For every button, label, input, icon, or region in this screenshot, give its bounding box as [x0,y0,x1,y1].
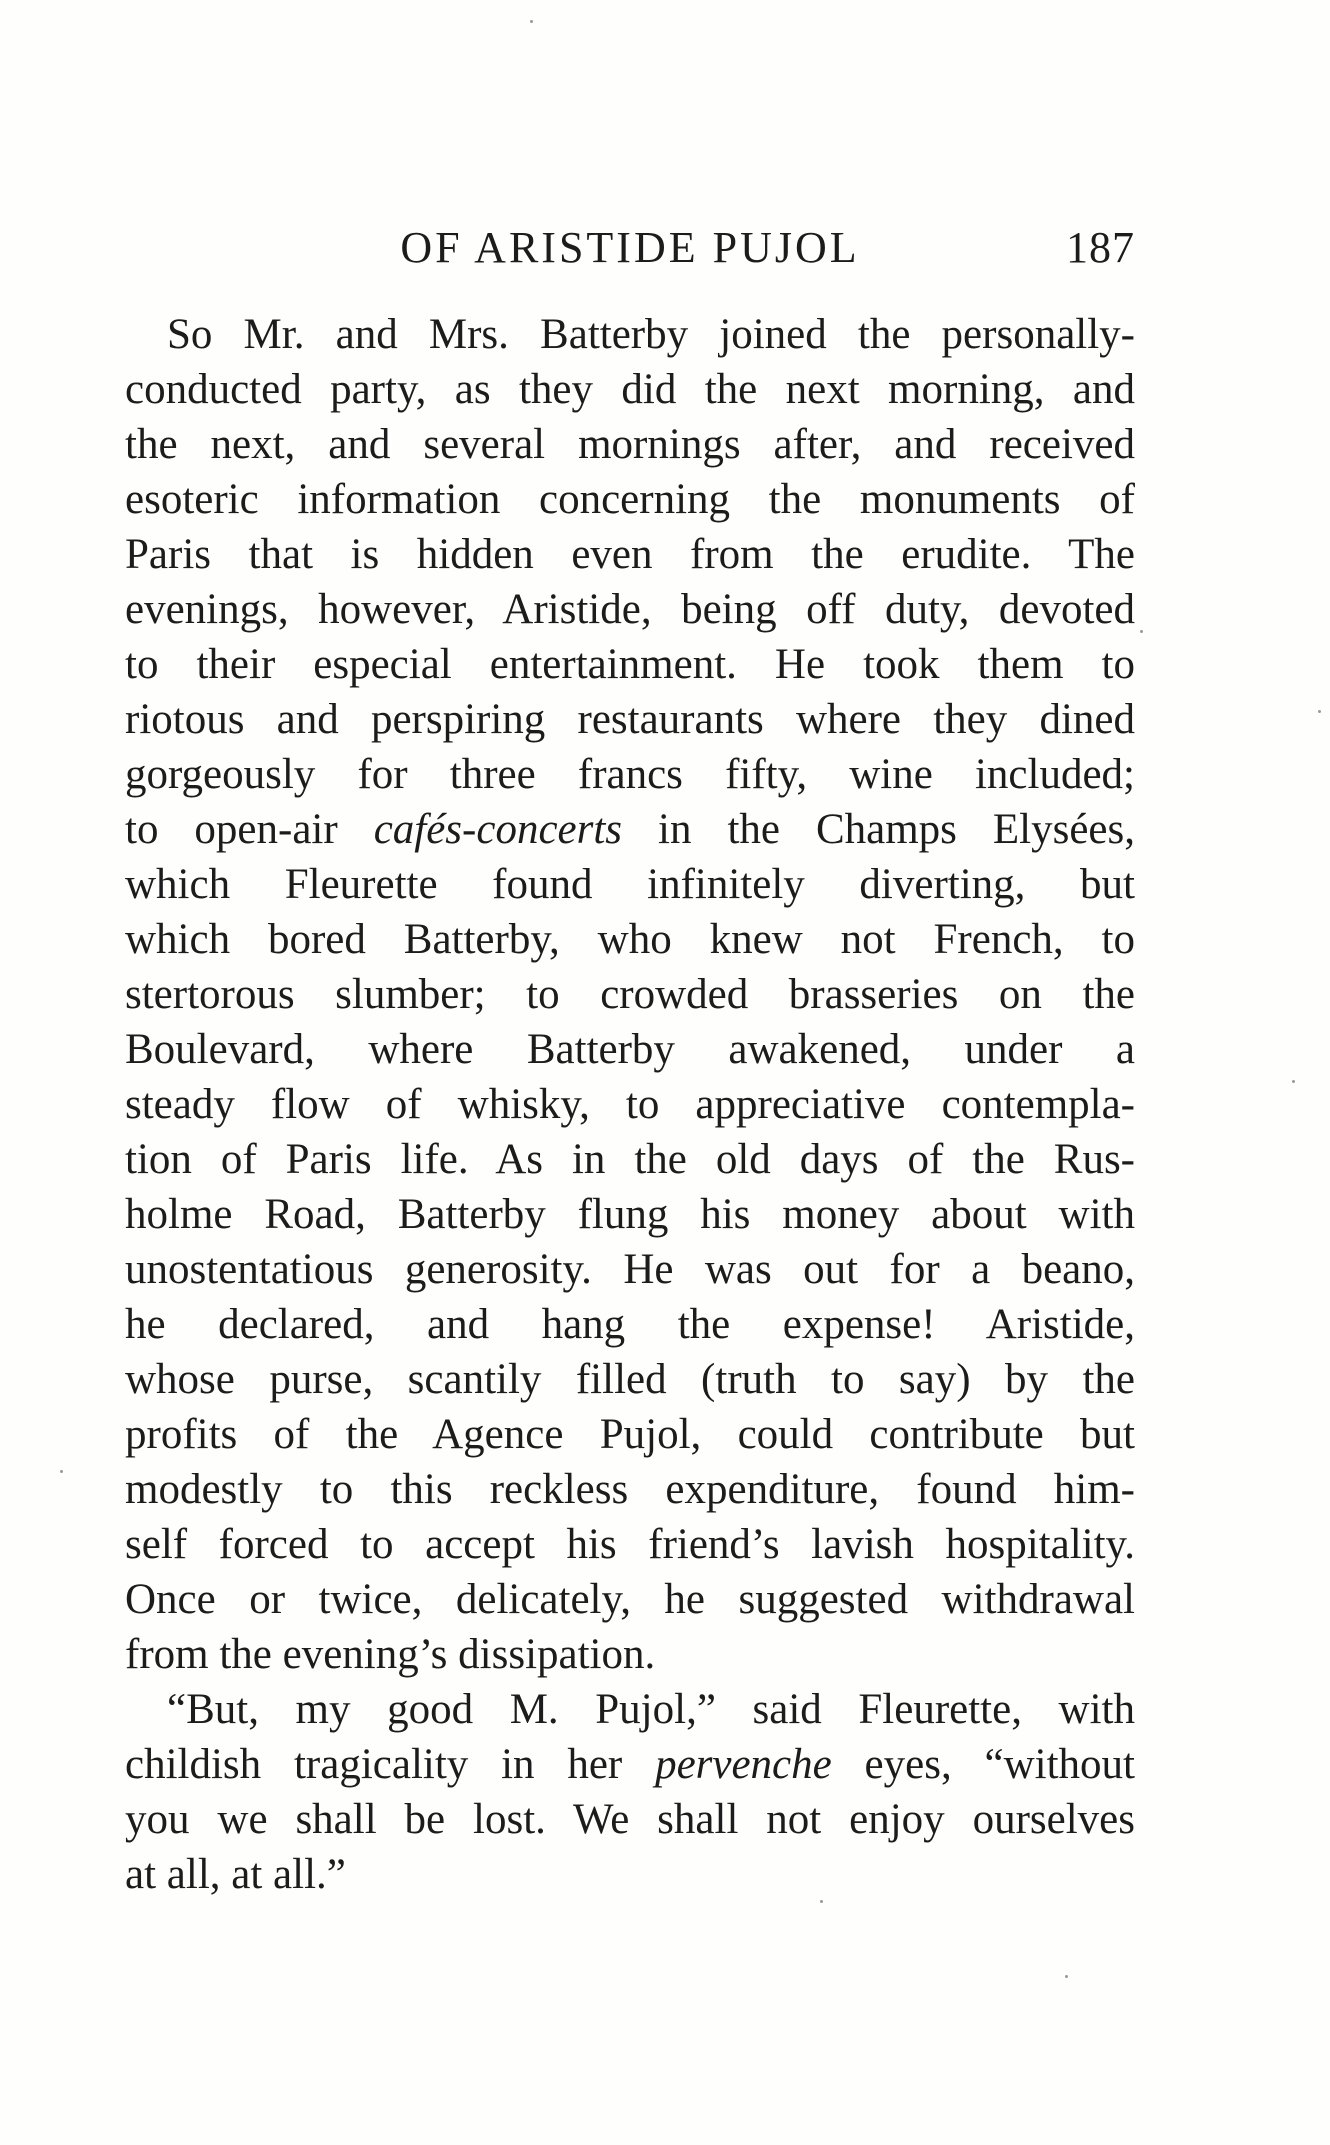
paragraph-line [125,1737,1135,1792]
italic-phrase: cafés-concerts [373,806,623,853]
line-text: childish tragicality in her [125,1741,656,1788]
paragraph-line: Boulevard, where Batterby awakened, under a [125,1026,1135,1073]
paragraph-line: to their especial entertainment. He took them to [125,641,1135,688]
paragraph-line: unostentatious generosity. He was out for a beano, [125,1246,1135,1293]
paper-speck [1292,1080,1295,1083]
paragraph-line: holme Road, Batterby flung his money about with [125,1191,1135,1238]
paragraph-line: riotous and perspiring restaurants where they dined [125,696,1135,743]
line-text: to open-air [125,806,374,853]
line-text: eyes, “without [831,1741,1135,1788]
running-head [125,218,1135,278]
line-text: in the Champs Elysées, [622,806,1136,853]
paragraph-line: esoteric information concerning the monuments of [125,476,1135,523]
paper-speck [60,1470,63,1473]
paragraph-line: which Fleurette found infinitely diverting, but [125,861,1135,908]
paragraph-line: at all, at all.” [125,1851,346,1898]
paragraph-line: stertorous slumber; to crowded brasseries on the [125,971,1135,1018]
paragraph-line: which bored Batterby, who knew not French, to [125,916,1135,963]
paragraph-line: profits of the Agence Pujol, could contribute but [125,1411,1135,1458]
paragraph-line: the next, and several mornings after, and received [125,421,1135,468]
paper-speck [1140,630,1143,633]
paragraph-line: tion of Paris life. As in the old days of the Rus- [125,1136,1135,1183]
paragraph-line: evenings, however, Aristide, being off duty, devoted [125,586,1135,633]
italic-word: pervenche [655,1741,832,1788]
paper-speck [530,20,533,23]
paragraph-line: “But, my good M. Pujol,” said Fleurette, with [167,1686,1135,1733]
paragraph-line: from the evening’s dissipation. [125,1631,656,1678]
paragraph-line: Paris that is hidden even from the erudite. The [125,531,1135,578]
paragraph-line [125,802,1135,857]
paragraph-line: you we shall be lost. We shall not enjoy ourselves [125,1796,1135,1843]
paragraph-line: steady flow of whisky, to appreciative contempla- [125,1081,1135,1128]
page-number: 187 [1066,223,1135,272]
paragraph-line: conducted party, as they did the next morning, and [125,366,1135,413]
body-text [125,307,1135,1902]
paper-speck [1065,1975,1068,1978]
paragraph-line: whose purse, scantily filled (truth to say) by the [125,1356,1135,1403]
paragraph-line: modestly to this reckless expenditure, found him- [125,1466,1135,1513]
paragraph-line: gorgeously for three francs fifty, wine included; [125,751,1135,798]
paper-speck [1318,710,1321,713]
paragraph-line: he declared, and hang the expense! Aristide, [125,1301,1135,1348]
paragraph-line: So Mr. and Mrs. Batterby joined the personally- [167,311,1135,358]
paper-speck [820,1900,823,1903]
running-title: OF ARISTIDE PUJOL [400,223,860,272]
paragraph-line: self forced to accept his friend’s lavish hospitality. [125,1521,1135,1568]
paragraph-line: Once or twice, delicately, he suggested withdrawal [125,1576,1135,1623]
